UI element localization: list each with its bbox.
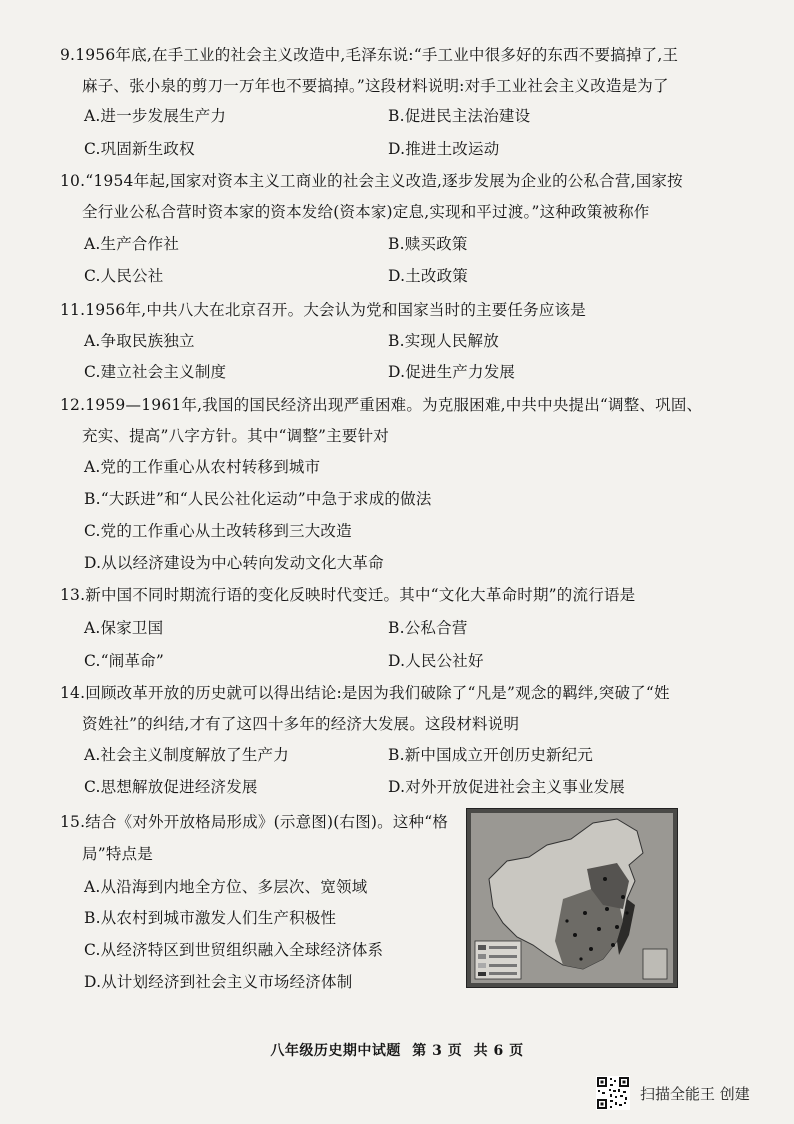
qr-code-icon <box>596 1076 630 1110</box>
option-c: C.党的工作重心从土改转移到三大改造 <box>84 522 352 540</box>
option-b: B.新中国成立开创历史新纪元 <box>388 746 594 764</box>
question-text: 12.1959—1961年,我国的国民经济出现严重困难。为克服困难,中共中央提出“调整、巩固、 <box>60 396 703 414</box>
option-a: A.进一步发展生产力 <box>84 107 227 125</box>
question-text: 13.新中国不同时期流行语的变化反映时代变迁。其中“文化大革命时期”的流行语是 <box>60 586 636 604</box>
option-c: C.人民公社 <box>84 267 164 285</box>
option-b: B.促进民主法治建设 <box>388 107 531 125</box>
option-c: C.从经济特区到世贸组织融入全球经济体系 <box>84 941 384 959</box>
option-b: B.实现人民解放 <box>388 332 499 350</box>
question-text: 麻子、张小泉的剪刀一万年也不要搞掉。”这段材料说明:对手工业社会主义改造是为了 <box>82 77 669 95</box>
option-c: C.“闹革命” <box>84 652 164 670</box>
question-text: 全行业公私合营时资本家的资本发给(资本家)定息,实现和平过渡。”这种政策被称作 <box>82 203 650 221</box>
question-text: 11.1956年,中共八大在北京召开。大会认为党和国家当时的主要任务应该是 <box>60 301 586 319</box>
option-d: D.对外开放促进社会主义事业发展 <box>388 778 626 796</box>
option-b: B.赎买政策 <box>388 235 468 253</box>
question-text: 14.回顾改革开放的历史就可以得出结论:是因为我们破除了“凡是”观念的羁绊,突破了“姓 <box>60 684 670 702</box>
option-d: D.推进土改运动 <box>388 140 500 158</box>
option-a: A.保家卫国 <box>84 619 164 637</box>
option-a: A.争取民族独立 <box>84 332 195 350</box>
option-a: A.生产合作社 <box>84 235 180 253</box>
opening-pattern-map <box>466 808 678 988</box>
question-text: 10.“1954年起,国家对资本主义工商业的社会主义改造,逐步发展为企业的公私合营,国家按 <box>60 172 683 190</box>
question-text: 充实、提高”八字方针。其中“调整”主要针对 <box>82 427 389 445</box>
page-number: 第 3 页 <box>412 1043 463 1059</box>
exam-title: 八年级历史期中试题 <box>270 1043 401 1059</box>
option-a: A.从沿海到内地全方位、多层次、宽领域 <box>84 878 368 896</box>
option-a: A.社会主义制度解放了生产力 <box>84 746 289 764</box>
page-footer <box>0 1040 794 1060</box>
option-c: C.巩固新生政权 <box>84 140 195 158</box>
option-d: D.人民公社好 <box>388 652 484 670</box>
option-b: B.从农村到城市激发人们生产积极性 <box>84 909 337 927</box>
option-b: B.“大跃进”和“人民公社化运动”中急于求成的做法 <box>84 490 432 508</box>
scanner-label: 扫描全能王 创建 <box>640 1084 750 1103</box>
option-a: A.党的工作重心从农村转移到城市 <box>84 458 321 476</box>
page-total: 共 6 页 <box>473 1043 524 1059</box>
question-text: 局”特点是 <box>82 845 153 863</box>
option-b: B.公私合营 <box>388 619 468 637</box>
option-d: D.从以经济建设为中心转向发动文化大革命 <box>84 554 384 572</box>
scanner-watermark <box>596 1075 750 1111</box>
option-d: D.促进生产力发展 <box>388 363 516 381</box>
option-c: C.思想解放促进经济发展 <box>84 778 258 796</box>
question-text: 15.结合《对外开放格局形成》(示意图)(右图)。这种“格 <box>60 813 449 831</box>
option-d: D.土改政策 <box>388 267 469 285</box>
question-text: 资姓社”的纠结,才有了这四十多年的经济大发展。这段材料说明 <box>82 715 520 733</box>
option-c: C.建立社会主义制度 <box>84 363 227 381</box>
question-text: 9.1956年底,在手工业的社会主义改造中,毛泽东说:“手工业中很多好的东西不要搞掉了,王 <box>60 46 679 64</box>
option-d: D.从计划经济到社会主义市场经济体制 <box>84 973 353 991</box>
